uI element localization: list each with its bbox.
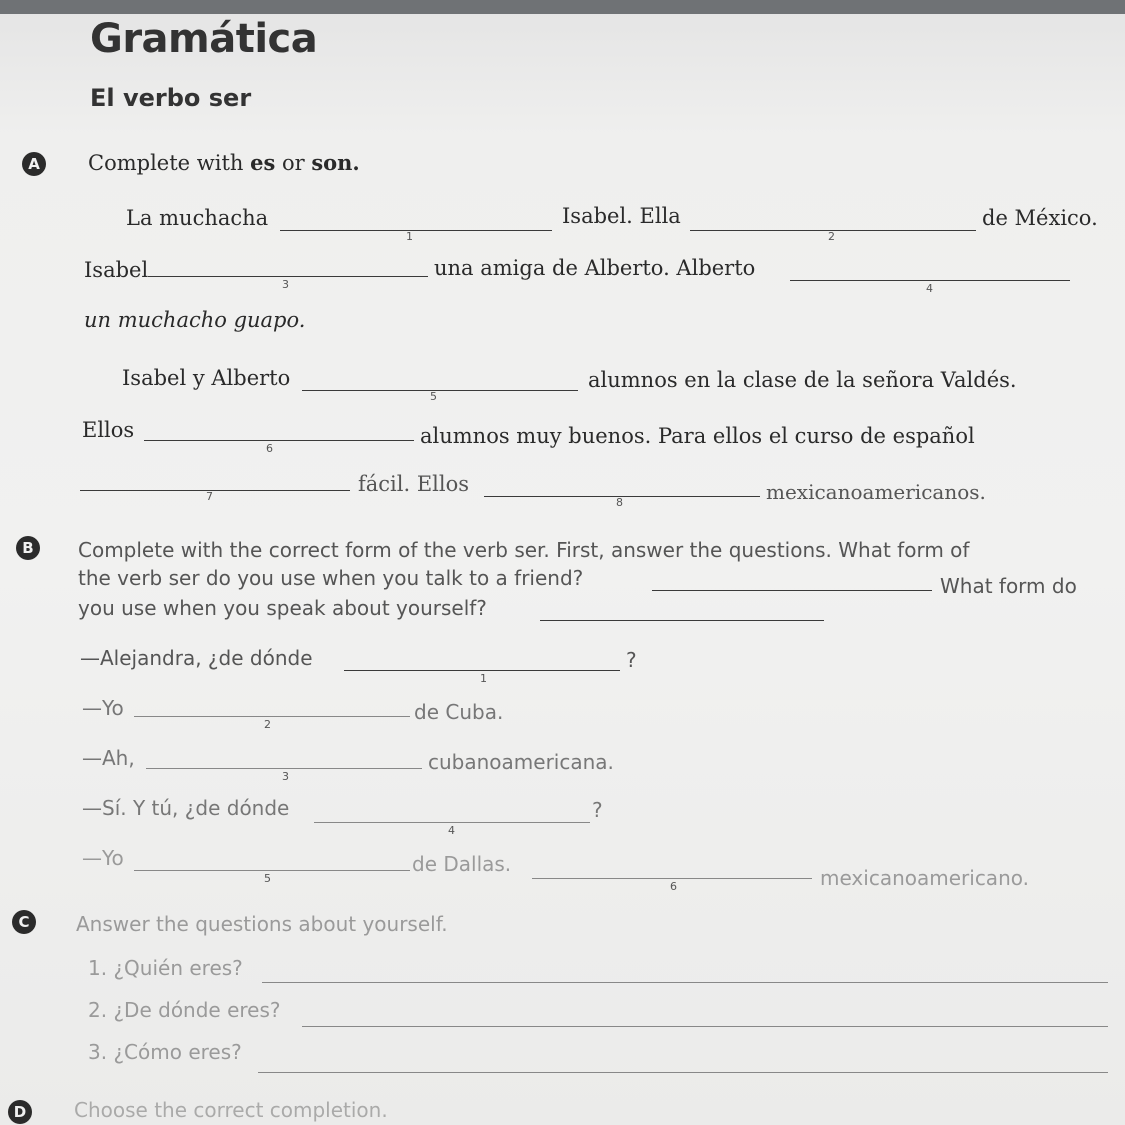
b-blank-2[interactable] <box>134 716 410 717</box>
a-num-3: 3 <box>282 278 289 291</box>
a-line5-text-b: alumnos muy buenos. Para ellos el curso de español <box>420 424 975 448</box>
a-line6-text-b: mexicanoamericanos. <box>766 480 986 504</box>
b-dialog3-text-b: cubanoamericana. <box>428 750 614 774</box>
b-dialog1-text-a: —Alejandra, ¿de dónde <box>80 646 313 670</box>
b-num-5: 5 <box>264 872 271 885</box>
b-dialog4-text-a: —Sí. Y tú, ¿de dónde <box>82 796 290 820</box>
section-b-instruction-line3: you use when you speak about yourself? <box>78 596 487 620</box>
c-answer-1[interactable] <box>262 982 1108 983</box>
a-num-4: 4 <box>926 282 933 295</box>
a-num-7: 7 <box>206 490 213 503</box>
section-c-badge: C <box>12 910 36 934</box>
a-num-2: 2 <box>828 230 835 243</box>
section-d-instruction: Choose the correct completion. <box>74 1098 388 1122</box>
instruction-text: Complete with <box>88 151 251 175</box>
a-line2-text-a: Isabel <box>84 258 149 282</box>
a-line2-text-b: una amiga de Alberto. Alberto <box>434 256 756 280</box>
c-question-3: 3. ¿Cómo eres? <box>88 1040 242 1064</box>
b-num-3: 3 <box>282 770 289 783</box>
b-blank-4[interactable] <box>314 822 590 823</box>
b-blank-5[interactable] <box>134 870 410 871</box>
b-num-4: 4 <box>448 824 455 837</box>
section-d-badge: D <box>8 1100 32 1124</box>
b-answer-self-blank[interactable] <box>540 620 824 621</box>
a-line5-text-a: Ellos <box>82 418 135 442</box>
b-num-2: 2 <box>264 718 271 731</box>
section-a-badge: A <box>22 152 46 176</box>
b-blank-3[interactable] <box>146 768 422 769</box>
a-line4-text-a: Isabel y Alberto <box>122 366 291 390</box>
a-num-8: 8 <box>616 496 623 509</box>
a-line6-text-a: fácil. Ellos <box>358 472 470 496</box>
a-blank-3[interactable] <box>148 276 428 277</box>
section-b-instruction-line1: Complete with the correct form of the verb ser. First, answer the questions. What form of <box>78 538 970 562</box>
a-line1-text-b: Isabel. Ella <box>562 204 681 228</box>
a-line3-text: un muchacho guapo. <box>84 308 306 332</box>
a-line4-text-b: alumnos en la clase de la señora Valdés. <box>588 368 1017 392</box>
c-question-2: 2. ¿De dónde eres? <box>88 998 281 1022</box>
c-question-1: 1. ¿Quién eres? <box>88 956 243 980</box>
b-num-1: 1 <box>480 672 487 685</box>
b-dialog3-text-a: —Ah, <box>82 746 135 770</box>
top-shadow-band <box>0 0 1125 14</box>
b-dialog5-text-c: mexicanoamericano. <box>820 866 1029 890</box>
verb-son: son. <box>311 150 360 175</box>
page-subtitle <box>90 84 251 112</box>
subtitle-verb: ser <box>208 84 252 112</box>
b-blank-1[interactable] <box>344 670 620 671</box>
section-b-badge: B <box>16 536 40 560</box>
b-blank-6[interactable] <box>532 878 812 879</box>
b-dialog2-text-b: de Cuba. <box>414 700 504 724</box>
b-dialog2-text-a: —Yo <box>82 696 124 720</box>
page-title: Gramática <box>90 16 318 62</box>
a-line1-text-c: de México. <box>982 206 1098 230</box>
subtitle-text: El verbo <box>90 84 209 112</box>
b-dialog4-text-b: ? <box>592 798 603 822</box>
b-num-6: 6 <box>670 880 677 893</box>
section-c-instruction: Answer the questions about yourself. <box>76 912 448 936</box>
verb-es: es <box>250 150 276 175</box>
a-blank-7[interactable] <box>80 490 350 491</box>
a-blank-4[interactable] <box>790 280 1070 281</box>
b-dialog5-text-a: —Yo <box>82 846 124 870</box>
b-dialog5-text-b: de Dallas. <box>412 852 512 876</box>
section-b-instruction-line2b: What form do <box>940 574 1077 598</box>
a-blank-1[interactable] <box>280 230 552 231</box>
a-blank-5[interactable] <box>302 390 578 391</box>
section-b-instruction-line2a: the verb ser do you use when you talk to a friend? <box>78 566 584 590</box>
b-dialog1-text-b: ? <box>626 648 637 672</box>
a-line1-text-a: La muchacha <box>126 206 269 230</box>
instruction-or: or <box>275 151 312 175</box>
c-answer-3[interactable] <box>258 1072 1108 1073</box>
a-num-5: 5 <box>430 390 437 403</box>
section-a-instruction <box>88 150 360 175</box>
c-answer-2[interactable] <box>302 1026 1108 1027</box>
b-answer-friend-blank[interactable] <box>652 590 932 591</box>
a-num-1: 1 <box>406 230 413 243</box>
a-blank-6[interactable] <box>144 440 414 441</box>
a-num-6: 6 <box>266 442 273 455</box>
